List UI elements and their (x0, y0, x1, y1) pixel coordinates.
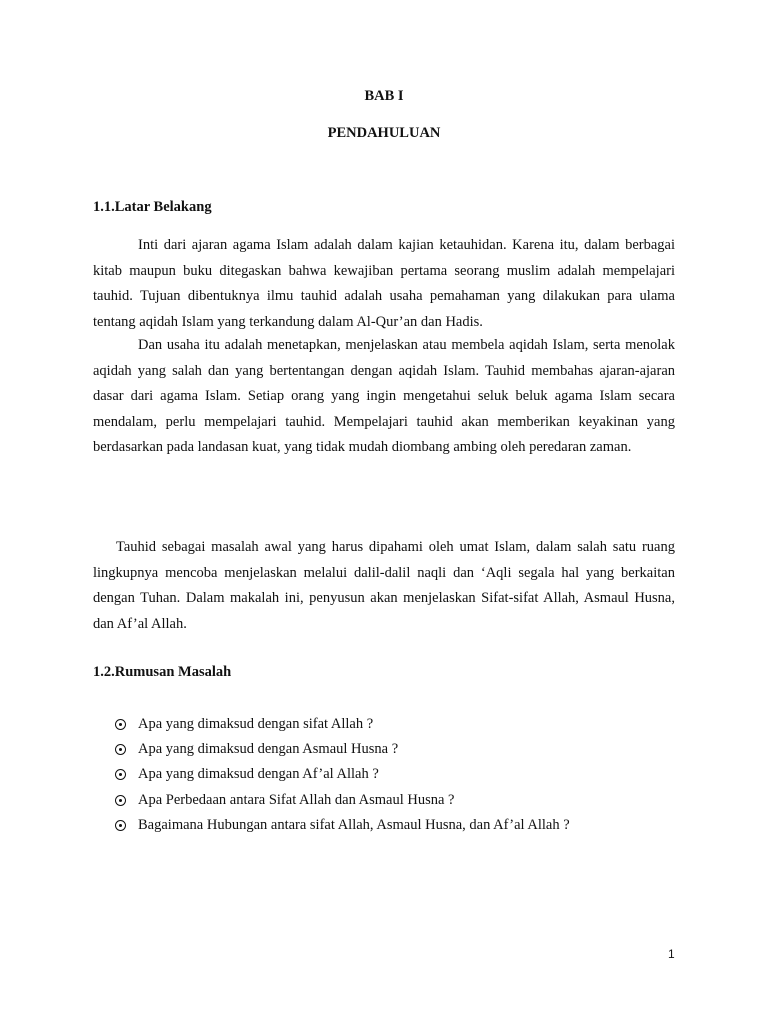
question-list (115, 712, 570, 838)
list-item (115, 712, 570, 737)
paragraph-2: Dan usaha itu adalah menetapkan, menjelaskan atau membela aqidah Islam, serta menolak aqidah yang salah dan yang bertentangan dengan aqidah Islam. Tauhid membahas ajaran-ajaran dasar dari agama Islam. Setiap orang yang ingin mengetahui seluk beluk agama Islam secara mendalam, perlu mempelajari tauhid. Mempelajari tauhid akan memberikan keyakinan yang berdasarkan pada landasan kuat, yang tidak mudah diombang ambing oleh peredaran zaman. (93, 337, 675, 456)
chapter-title: PENDAHULUAN (327, 125, 441, 141)
list-item (115, 737, 570, 762)
section-heading-latar-belakang: 1.1.Latar Belakang (93, 199, 212, 215)
circle-bullet-icon (115, 795, 126, 806)
circle-bullet-icon (115, 719, 126, 730)
list-item (115, 813, 570, 838)
circle-bullet-icon (115, 820, 126, 831)
section-heading-rumusan-masalah: 1.2.Rumusan Masalah (93, 664, 232, 680)
list-item (115, 762, 570, 787)
page-number: 1 (668, 947, 675, 961)
list-item (115, 788, 570, 813)
question-text: Bagaimana Hubungan antara sifat Allah, Asmaul Husna, dan Af’al Allah ? (138, 816, 570, 833)
question-text: Apa yang dimaksud dengan Asmaul Husna ? (138, 741, 399, 758)
chapter-number: BAB I (364, 88, 404, 104)
paragraph-1: Inti dari ajaran agama Islam adalah dalam kajian ketauhidan. Karena itu, dalam berbagai kitab maupun buku ditegaskan bahwa kewajiban pertama seorang muslim adalah mempelajari tauhid. Tujuan dibentuknya ilmu tauhid adalah usaha pemahaman yang dilakukan para ulama tentang aqidah Islam yang terkandung dalam Al-Qur’an dan Hadis. (93, 237, 675, 330)
circle-bullet-icon (115, 769, 126, 780)
paragraph-3: Tauhid sebagai masalah awal yang harus dipahami oleh umat Islam, dalam salah satu ruang lingkupnya mencoba menjelaskan melalui dalil-dalil naqli dan ‘Aqli segala hal yang berkaitan dengan Tuhan. Dalam makalah ini, penyusun akan menjelaskan Sifat-sifat Allah, Asmaul Husna, dan Af’al Allah. (93, 539, 675, 632)
question-text: Apa yang dimaksud dengan sifat Allah ? (138, 716, 374, 733)
question-text: Apa Perbedaan antara Sifat Allah dan Asmaul Husna ? (138, 791, 455, 808)
circle-bullet-icon (115, 744, 126, 755)
question-text: Apa yang dimaksud dengan Af’al Allah ? (138, 766, 379, 783)
